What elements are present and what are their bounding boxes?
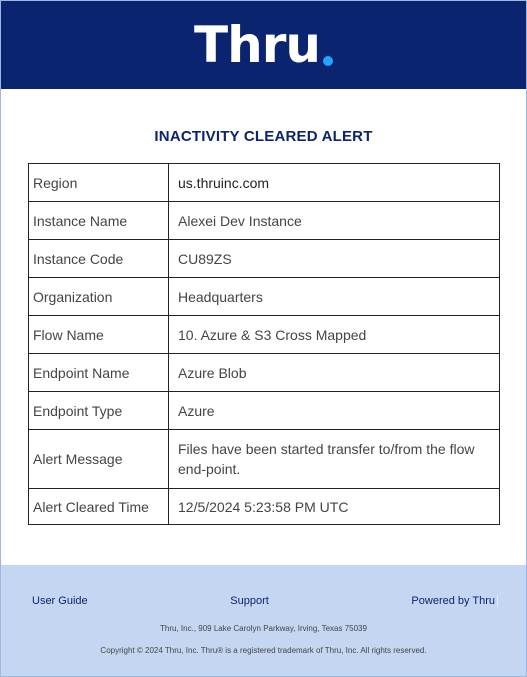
copyright-notice: Copyright © 2024 Thru, Inc. Thru® is a registered trademark of Thru, Inc. All rights reserved. — [100, 646, 427, 655]
row-value: 12/5/2024 5:23:58 PM UTC — [169, 489, 500, 525]
powered-by-link[interactable]: Powered by Thru — [411, 595, 498, 607]
table-row — [29, 202, 500, 240]
support-link[interactable]: Support — [230, 595, 269, 607]
footer — [1, 565, 526, 676]
row-value: 10. Azure & S3 Cross Mapped — [169, 316, 500, 354]
thru-logo — [194, 16, 333, 74]
table-row — [29, 164, 500, 202]
table-row — [29, 278, 500, 316]
row-value: Azure — [169, 392, 500, 430]
user-guide-link[interactable]: User Guide — [32, 595, 88, 607]
row-label: Flow Name — [29, 316, 169, 354]
row-value: Files have been started transfer to/from the flow end-point. — [169, 430, 500, 489]
row-label: Endpoint Type — [29, 392, 169, 430]
table-row — [29, 430, 500, 489]
row-label: Region — [29, 164, 169, 202]
row-label: Instance Code — [29, 240, 169, 278]
row-label: Alert Message — [29, 430, 169, 489]
company-address: Thru, Inc., 909 Lake Carolyn Parkway, Irving, Texas 75039 — [160, 624, 367, 633]
row-value: CU89ZS — [169, 240, 500, 278]
row-value: Headquarters — [169, 278, 500, 316]
footer-links — [1, 565, 526, 607]
table-row — [29, 489, 500, 525]
row-value: Alexei Dev Instance — [169, 202, 500, 240]
table-row — [29, 354, 500, 392]
table-row — [29, 240, 500, 278]
row-label: Instance Name — [29, 202, 169, 240]
alert-title: INACTIVITY CLEARED ALERT — [154, 128, 373, 145]
logo-dot-icon — [323, 56, 333, 66]
row-value: Azure Blob — [169, 354, 500, 392]
table-row — [29, 316, 500, 354]
row-value: us.thruinc.com — [169, 164, 500, 202]
logo-text: Thru — [194, 16, 320, 74]
header-banner — [1, 1, 526, 89]
table-row — [29, 392, 500, 430]
alert-details-table — [28, 163, 500, 525]
row-label: Endpoint Name — [29, 354, 169, 392]
row-label: Alert Cleared Time — [29, 489, 169, 525]
row-label: Organization — [29, 278, 169, 316]
